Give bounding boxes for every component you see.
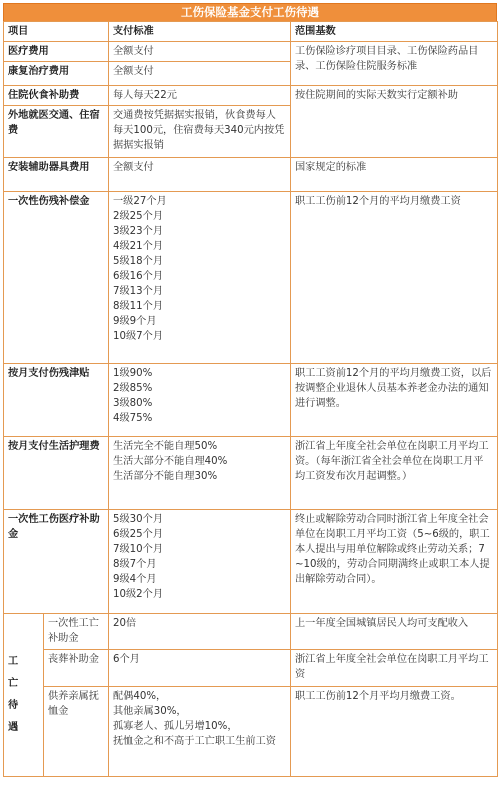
scope-cell: 工伤保险诊疗项目目录、工伤保险药品目录、工伤保险住院服务标准 xyxy=(291,42,498,86)
standard-line: 生活大部分不能自理40% xyxy=(113,456,228,467)
standard-cell: 全额支付 xyxy=(109,158,291,192)
standard-line: 5级18个月 xyxy=(113,256,164,267)
table-row xyxy=(4,510,498,614)
scope-cell: 浙江省上年度全社会单位在岗职工月平均工资 xyxy=(291,650,498,687)
item-cell: 外地就医交通、住宿费 xyxy=(4,106,109,158)
header-scope: 范围基数 xyxy=(291,22,498,42)
standard-line: 5级30个月 xyxy=(113,514,164,525)
item-cell: 按月支付生活护理费 xyxy=(4,437,109,510)
standard-cell: 全额支付 xyxy=(109,62,291,86)
table-row xyxy=(4,437,498,510)
standard-line: 7级13个月 xyxy=(113,286,164,297)
standard-line: 4级75% xyxy=(113,413,153,424)
standard-cell xyxy=(109,510,291,614)
sub-item-cell: 丧葬补助金 xyxy=(44,650,109,687)
header-standard: 支付标准 xyxy=(109,22,291,42)
standard-line: 孤寡老人、孤儿另增10%， xyxy=(113,721,238,732)
standard-line: 2级85% xyxy=(113,383,153,394)
standard-cell xyxy=(109,192,291,364)
standard-cell: 每人每天22元 xyxy=(109,86,291,106)
table-row xyxy=(4,650,498,687)
benefits-table xyxy=(3,21,498,777)
scope-cell: 按住院期间的实际天数实行定额补助 xyxy=(291,86,498,158)
standard-line: 配偶40%， xyxy=(113,691,167,702)
standard-line: 9级4个月 xyxy=(113,574,157,585)
standard-line: 3级23个月 xyxy=(113,226,164,237)
scope-cell: 职工工伤前12个月平均月缴费工资。 xyxy=(291,687,498,777)
standard-line: 6级25个月 xyxy=(113,529,164,540)
sub-item-cell: 供养亲属抚恤金 xyxy=(44,687,109,777)
table-row xyxy=(4,687,498,777)
standard-line: 6级16个月 xyxy=(113,271,164,282)
item-cell: 一次性工伤医疗补助金 xyxy=(4,510,109,614)
standard-line: 一级27个月 xyxy=(113,196,167,207)
table-row xyxy=(4,192,498,364)
item-cell: 一次性伤残补偿金 xyxy=(4,192,109,364)
standard-line: 3级80% xyxy=(113,398,153,409)
standard-cell xyxy=(109,364,291,437)
standard-line: 8级7个月 xyxy=(113,559,157,570)
death-group-cell xyxy=(4,614,44,777)
table-row xyxy=(4,158,498,192)
standard-line: 2级25个月 xyxy=(113,211,164,222)
header-item: 项目 xyxy=(4,22,109,42)
scope-cell: 浙江省上年度全社会单位在岗职工月平均工资。（每年浙江省全社会单位在岗职工月平均工资发布次月起调整。） xyxy=(291,437,498,510)
standard-line: 7级10个月 xyxy=(113,544,164,555)
table-row xyxy=(4,42,498,62)
standard-line: 4级21个月 xyxy=(113,241,164,252)
item-cell: 按月支付伤残津贴 xyxy=(4,364,109,437)
scope-cell: 上一年度全国城镇居民人均可支配收入 xyxy=(291,614,498,650)
table-header-row xyxy=(4,22,498,42)
standard-cell xyxy=(109,650,291,687)
standard-cell: 交通费按凭据据实报销，伙食费每人每天100元，住宿费每天340元内按凭据据实报销 xyxy=(109,106,291,158)
scope-cell: 职工工伤前12个月的平均月缴费工资 xyxy=(291,192,498,364)
standard-line: 10级7个月 xyxy=(113,331,164,342)
standard-line: 10级2个月 xyxy=(113,589,164,600)
standard-cell xyxy=(109,614,291,650)
page-title: 工伤保险基金支付工伤待遇 xyxy=(3,3,497,21)
standard-cell xyxy=(109,437,291,510)
death-group-label: 工亡待遇 xyxy=(8,656,19,733)
scope-cell: 终止或解除劳动合同时浙江省上年度全社会单位在岗职工月平均工资（5~6级的，职工本人提出与用单位解除或终止劳动关系；7~10级的，劳动合同期满终止或职工本人提出解除劳动合同）。 xyxy=(291,510,498,614)
standard-line: 9级9个月 xyxy=(113,316,157,327)
table-row xyxy=(4,86,498,106)
item-cell: 医疗费用 xyxy=(4,42,109,62)
table-row xyxy=(4,364,498,437)
item-cell: 住院伙食补助费 xyxy=(4,86,109,106)
item-cell: 安装辅助器具费用 xyxy=(4,158,109,192)
scope-cell: 国家规定的标准 xyxy=(291,158,498,192)
standard-line: 抚恤金之和不高于工亡职工生前工资 xyxy=(113,736,276,747)
standard-line: 1级90% xyxy=(113,368,153,379)
standard-line: 其他亲属30%， xyxy=(113,706,187,717)
standard-line: 20倍 xyxy=(113,618,137,629)
standard-line: 生活部分不能自理30% xyxy=(113,471,218,482)
scope-cell: 职工工资前12个月的平均月缴费工资，以后按调整企业退休人员基本养老金办法的通知进行调整。 xyxy=(291,364,498,437)
item-cell: 康复治疗费用 xyxy=(4,62,109,86)
standard-line: 8级11个月 xyxy=(113,301,164,312)
table-row xyxy=(4,614,498,650)
standard-line: 生活完全不能自理50% xyxy=(113,441,218,452)
standard-cell xyxy=(109,687,291,777)
sub-item-cell: 一次性工亡补助金 xyxy=(44,614,109,650)
standard-line: 6个月 xyxy=(113,654,140,665)
standard-cell: 全额支付 xyxy=(109,42,291,62)
